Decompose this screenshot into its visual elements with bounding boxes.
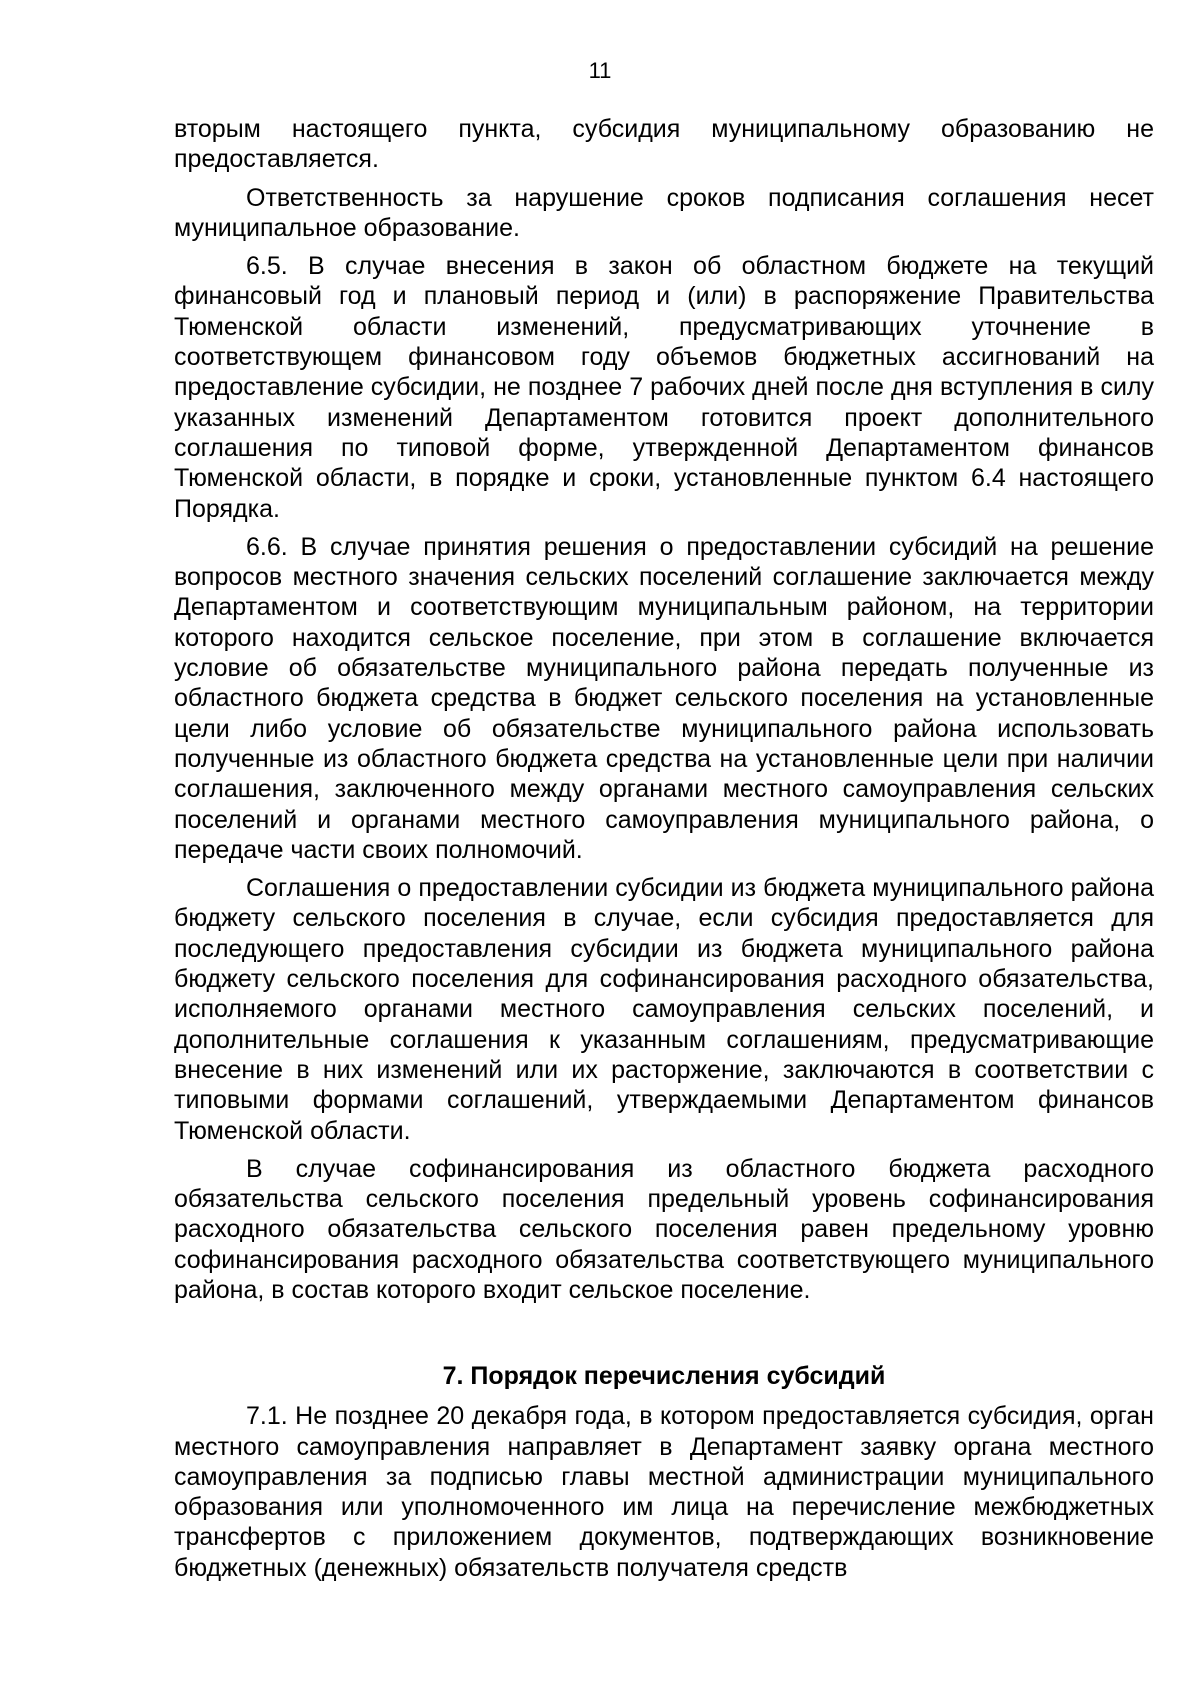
- paragraph-cofinancing: В случае софинансирования из областного бюджета расходного обязательства сельского поселения предельный уровень софинансирования расходного обязательства сельского поселения равен предельному уровню софинансирования расходного обязательства соответствующего муниципального района, в состав которого входит сельское поселение.: [174, 1154, 1154, 1304]
- section-heading: 7. Порядок перечисления субсидий: [442, 1362, 886, 1391]
- paragraph-agreements: Соглашения о предоставлении субсидии из бюджета муниципального района бюджету сельского поселения в случае, если субсидия предоставляется для последующего предоставления субсидии из бюджета муниципального района бюджету сельского поселения для софинансирования расходного обязательства, исполняемого органами местного самоуправления сельских поселений, и дополнительные соглашения к указанным соглашениям, предусматривающие внесение в них изменений или их расторжение, заключаются в соответствии с типовыми формами соглашений, утверждаемыми Департаментом финансов Тюменской области.: [174, 874, 1154, 1145]
- document-body: [174, 114, 1154, 1591]
- paragraph-7-1: 7.1. Не позднее 20 декабря года, в котором предоставляется субсидия, орган местного самоуправления направляет в Департамент заявку органа местного самоуправления за подписью главы местной администрации муниципального образования или уполномоченного им лица на перечисление межбюджетных трансфертов с приложением документов, подтверждающих возникновение бюджетных (денежных) обязательств получателя средств: [174, 1402, 1154, 1582]
- paragraph-continuation: вторым настоящего пункта, субсидия муниципальному образованию не предоставляется.: [174, 115, 1154, 174]
- page-number: 11: [588, 58, 612, 83]
- paragraph-6-5: 6.5. В случае внесения в закон об областном бюджете на текущий финансовый год и плановый период и (или) в распоряжение Правительства Тюменской области изменений, предусматривающих уточнение в соответствующем финансовом году объемов бюджетных ассигнований на предоставление субсидии, не позднее 7 рабочих дней после дня вступления в силу указанных изменений Департаментом готовится проект дополнительного соглашения по типовой форме, утвержденной Департаментом финансов Тюменской области, в порядке и сроки, установленные пунктом 6.4 настоящего Порядка.: [174, 252, 1154, 523]
- paragraph-responsibility: Ответственность за нарушение сроков подписания соглашения несет муниципальное образование.: [174, 183, 1154, 242]
- paragraph-6-6: 6.6. В случае принятия решения о предоставлении субсидий на решение вопросов местного значения сельских поселений соглашение заключается между Департаментом и соответствующим муниципальным районом, на территории которого находится сельское поселение, при этом в соглашение включается условие об обязательстве муниципального района передать полученные из областного бюджета средства в бюджет сельского поселения на установленные цели либо условие об обязательстве муниципального района использовать полученные из областного бюджета средства на установленные цели при наличии соглашения, заключенного между органами местного самоуправления сельских поселений и органами местного самоуправления муниципального района, о передаче части своих полномочий.: [174, 532, 1154, 864]
